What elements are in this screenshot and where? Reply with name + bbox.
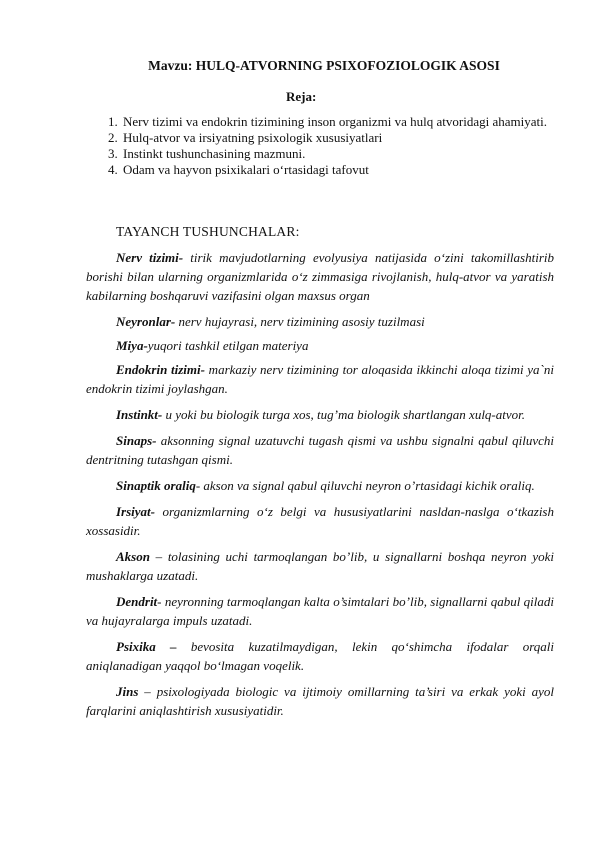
- definition: [86, 502, 554, 540]
- definition-term: Psixika –: [116, 639, 177, 654]
- definition-text: nerv hujayrasi, nerv tizimining asosiy tuzilmasi: [175, 314, 425, 329]
- definition-term: Endokrin tizimi-: [116, 362, 205, 377]
- plan-item: 1. Nerv tizimi va endokrin tizimining inson organizmi va hulq atvoridagi ahamiyati.: [121, 114, 554, 130]
- plan-label: Reja:: [286, 89, 317, 104]
- section-heading: [116, 224, 300, 240]
- definition-term: Nerv tizimi-: [116, 250, 184, 265]
- definition: [86, 336, 554, 355]
- definition: [86, 248, 554, 305]
- definition-term: Jins: [116, 684, 139, 699]
- section-heading-text: TAYANCH TUSHUNCHALAR: [116, 224, 296, 239]
- definition: [86, 360, 554, 398]
- plan-item: 4. Odam va hayvon psixikalari o‘rtasidagi tafovut: [121, 162, 554, 178]
- definition-text: markaziy nerv tizimining tor aloqasida ikkinchi aloqa tizimi ya`ni endokrin tizimi joylashgan.: [86, 362, 554, 396]
- definition-text: – tolasining uchi tarmoqlangan bo’lib, u signallarni boshqa neyron yoki mushaklarga uzatadi.: [86, 549, 554, 583]
- definition-term: Sinaptik oraliq: [116, 478, 196, 493]
- definition-term: Irsiyat-: [116, 504, 155, 519]
- definition-text: tirik mavjudotlarning evolyusiya natijasida o‘zini takomillashtirib borishi bilan ularning organizmlarida o‘z zimmasiga rivojlanish, hulq-atvor va yaratish kabilarning boshqaruvi vazifasini olgan maxsus organ: [86, 250, 554, 303]
- definitions-list: [86, 248, 554, 727]
- definition-term: Neyronlar-: [116, 314, 176, 329]
- plan-item: 3. Instinkt tushunchasining mazmuni.: [121, 146, 554, 162]
- definition: [86, 476, 554, 495]
- plan-item: 2. Hulq-atvor va irsiyatning psixologik xususiyatlari: [121, 130, 554, 146]
- definition-text: aksonning signal uzatuvchi tugash qismi va ushbu signalni qabul qiluvchi dentritning tutashgan qismi.: [86, 433, 554, 467]
- definition-text: – psixologiyada biologic va ijtimoiy omillarning ta’siri va erkak yoki ayol farqlarini aniqlashtirish xususiyatidir.: [86, 684, 554, 718]
- definition: [86, 312, 554, 331]
- section-heading-colon: :: [295, 224, 300, 239]
- definition-term: Dendrit: [116, 594, 158, 609]
- plan-list: [86, 114, 554, 178]
- definition-text: organizmlarning o‘z belgi va hususiyatlarini nasldan-naslga o‘tkazish xossasidir.: [86, 504, 554, 538]
- definition: [86, 405, 554, 424]
- definition-text: bevosita kuzatilmaydigan, lekin qo‘shimcha ifodalar orqali aniqlanadigan yaqqol bo‘lmagan voqelik.: [86, 639, 554, 673]
- definition: [86, 547, 554, 585]
- definition: [86, 637, 554, 675]
- definition-term: Sinaps-: [116, 433, 157, 448]
- definition-term: Akson: [116, 549, 150, 564]
- definition: [86, 431, 554, 469]
- definition: [86, 592, 554, 630]
- definition-term: Instinkt-: [116, 407, 163, 422]
- document-title: Mavzu: HULQ-ATVORNING PSIXOFOZIOLOGIK ASOSI: [148, 58, 500, 73]
- definition-text: u yoki bu biologik turga xos, tug’ma biologik shartlangan xulq-atvor.: [162, 407, 526, 422]
- definition-text: - neyronning tarmoqlangan kalta o’simtalari bo’lib, signallarni qabul qiladi va hujayralarga impuls uzatadi.: [86, 594, 554, 628]
- definition-term: Miya-: [116, 338, 148, 353]
- definition: [86, 682, 554, 720]
- definition-text: yuqori tashkil etilgan materiya: [147, 338, 309, 353]
- definition-text: - akson va signal qabul qiluvchi neyron o’rtasidagi kichik oraliq.: [195, 478, 535, 493]
